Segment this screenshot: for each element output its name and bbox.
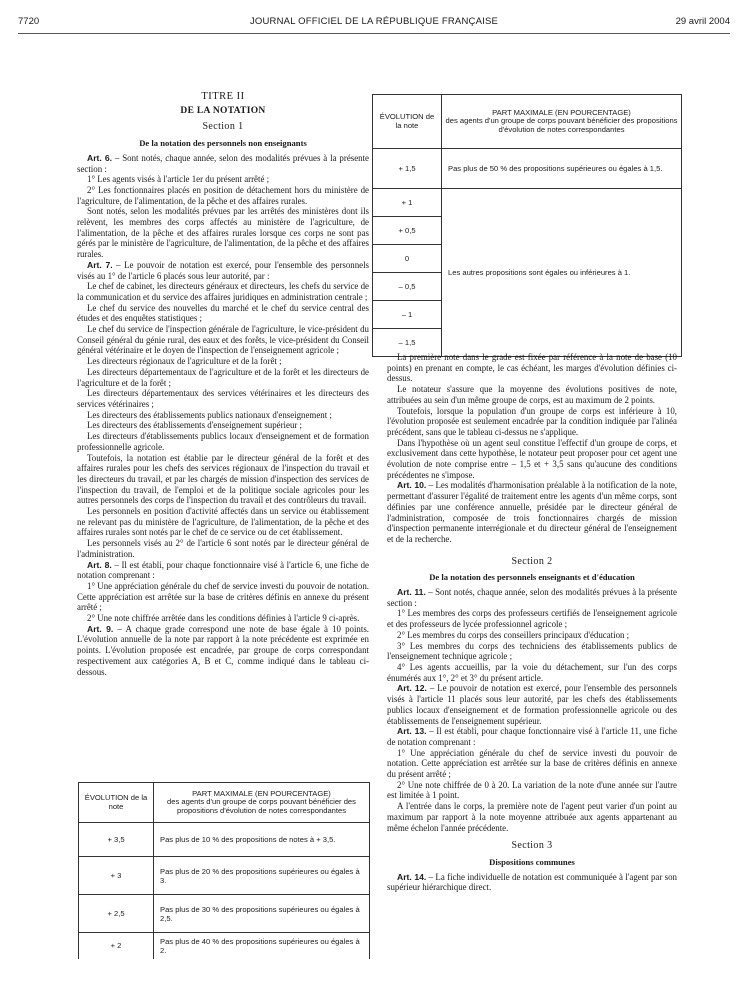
paragraph-text: Les directeurs des établissements publics nationaux d'enseignement ; <box>87 409 332 420</box>
paragraph-text: A l'entrée dans le corps, la première note de l'agent peut varier d'un point au maximum par rapport à la note moyenne attribuée aux agents appartenant au même échelon l'année précédente. <box>387 801 677 833</box>
paragraph-text: Les directeurs des établissements d'enseignement supérieur ; <box>87 420 303 431</box>
table-row: + 3,5 Pas plus de 10 % des propositions de notes à + 3,5. <box>79 823 370 857</box>
paragraph-text: Le notateur s'assure que la moyenne des évolutions positives de note, attribuées au sein d'un même groupe de corps, est au maximum de 2 points. <box>387 384 677 405</box>
paragraph <box>387 630 677 641</box>
paragraph-text: Toutefois, la notation est établie par le directeur général de la forêt et des affaires rurales pour les chefs des services régionaux de l'inspection du travail et les directeurs du travail, et par les chargés de mission d'inspection des services de l'inspection du travail, de l'emploi et de la politique sociale agricoles pour les autres personnels des corps de l'inspection du travail et des contrôleurs du travail. <box>77 452 369 506</box>
article-number: Art. 14. <box>397 871 427 882</box>
paragraph-text: Dans l'hypothèse où un agent seul constitue l'effectif d'un groupe de corps, et exclusivement dans cette hypothèse, le notateur peut proposer pour cet agent une évolution de note comprise entre – 1,5 et + 3,5 sans qu'aucune des conditions précédentes ne s'impose. <box>387 437 677 480</box>
table-top-merged-desc: Les autres propositions sont égales ou inférieures à 1. <box>442 189 682 357</box>
paragraph-text: 1° Une appréciation générale du chef de service investi du pouvoir de notation. Cette appréciation est arrêtée sur la base de critères définis en annexe du présent arrêté ; <box>387 747 677 780</box>
paragraph <box>387 748 677 780</box>
paragraph <box>387 608 677 629</box>
paragraph-text: 2° Une note chiffrée de 0 à 20. La variation de la note d'une année sur l'autre est limitée à 1 point. <box>387 779 677 801</box>
paragraph-text: 2° Une note chiffrée arrêtée dans les conditions définies à l'article 9 ci-après. <box>87 613 360 624</box>
right-column <box>387 352 677 893</box>
article-number: Art. 7. <box>87 259 113 270</box>
paragraph <box>387 641 677 662</box>
paragraph <box>387 872 677 893</box>
paragraph <box>77 356 369 367</box>
paragraph-text: Sont notés, selon les modalités prévues par les arrêtés des ministères dont ils relèvent, les membres des corps affectés au ministère de l'agriculture, de l'alimentation, de la pêche et des affaires rurales lorsque ces corps ne sont pas gérés par le ministère de l'agriculture, de l'alimentation, de la pêche et des affaires rurales. <box>77 206 369 260</box>
paragraph <box>77 453 369 507</box>
table-row: – 1,5 <box>373 329 682 357</box>
paragraph-text: – Le pouvoir de notation est exercé, pour l'ensemble des personnels visés à l'article 11 placés sous leur autorité, par les chefs des établissements publics locaux d'enseignement et de formation professionnelle agricole ou des établissements de l'enseignement supérieur. <box>387 683 678 726</box>
article-number: Art. 13. <box>397 726 427 737</box>
paragraph-text: 1° Les agents visés à l'article 1er du présent arrêté ; <box>87 174 270 185</box>
table-row: + 1,5 Pas plus de 50 % des propositions supérieures ou égales à 1,5. <box>373 149 682 189</box>
section-3-heading: Section 3 <box>511 840 553 852</box>
table-row: + 2,5 Pas plus de 30 % des propositions supérieures ou égales à 2,5. <box>79 895 370 933</box>
article-number: Art. 10. <box>397 480 427 491</box>
paragraph <box>77 420 369 431</box>
header-rule <box>18 33 730 34</box>
table-row: + 2 Pas plus de 40 % des propositions supérieures ou égales à 2. <box>79 933 370 959</box>
titre-subheading: DE LA NOTATION <box>180 105 266 116</box>
paragraph-text: – Il est établi, pour chaque fonctionnaire visé à l'article 11, une fiche de notation comprenant : <box>387 726 677 747</box>
table-row: + 0,5 <box>373 217 682 245</box>
paragraph-text: Le chef du service des nouvelles du marché et le chef du service central des études et des enquêtes statistiques ; <box>77 302 369 324</box>
paragraph-text: 2° Les membres du corps des conseillers principaux d'éducation ; <box>397 629 630 640</box>
publication-date: 29 avril 2004 <box>675 16 730 27</box>
table-row: 0 <box>373 245 682 273</box>
paragraph-text: 1° Une appréciation générale du chef de service investi du pouvoir de notation. Cette appréciation est arrêtée sur la base de critères définis en annexe du présent arrêté ; <box>77 580 369 613</box>
paragraph-text: – Il est établi, pour chaque fonctionnaire visé à l'article 6, une fiche de notation comprenant : <box>77 559 369 581</box>
paragraph <box>387 801 677 833</box>
article-number: Art. 8. <box>87 559 112 570</box>
paragraph <box>77 388 369 409</box>
paragraph <box>387 384 677 405</box>
paragraph-text: 3° Les membres du corps des techniciens des établissements publics de l'enseignement technique agricole ; <box>387 640 677 662</box>
paragraph <box>387 406 677 438</box>
paragraph <box>77 506 369 538</box>
article-number: Art. 12. <box>397 683 427 694</box>
evolution-table-top <box>372 94 682 357</box>
paragraph <box>77 367 369 388</box>
paragraph-text: 1° Les membres des corps des professeurs certifiés de l'enseignement agricole et des professeurs de lycée professionnel agricole ; <box>387 608 677 630</box>
paragraph <box>77 174 369 185</box>
paragraph-text: 2° Les fonctionnaires placés en position de détachement hors du ministère de l'agriculture, de l'alimentation, de la pêche et des affaires rurales. <box>77 184 369 206</box>
article-number: Art. 11. <box>397 587 426 598</box>
paragraph-text: – Sont notés, chaque année, selon des modalités prévues à la présente section : <box>387 587 677 608</box>
paragraph-text: Les directeurs d'établissements publics locaux d'enseignement et de formation professionnelle agricole. <box>77 431 369 452</box>
table-bottom-head-evolution: ÉVOLUTION de la note <box>79 783 154 823</box>
paragraph <box>77 324 369 356</box>
paragraph <box>77 185 369 206</box>
paragraph-text: 4° Les agents accueillis, par la voie du détachement, sur l'un des corps énumérés aux 1°, 2° et 3° du présent article. <box>387 661 677 683</box>
paragraph <box>387 438 677 481</box>
table-top-head-evolution: ÉVOLUTION de la note <box>373 95 442 149</box>
paragraph <box>77 153 369 174</box>
paragraph <box>77 560 369 581</box>
right-paragraphs-3 <box>387 872 677 893</box>
right-paragraphs-2 <box>387 587 677 833</box>
section-3-subheading: Dispositions communes <box>489 856 575 867</box>
paragraph-text: Les directeurs régionaux de l'agriculture et de la forêt ; <box>87 356 282 367</box>
left-paragraphs <box>77 153 369 677</box>
section-1-heading: Section 1 <box>202 121 244 133</box>
paragraph-text: Les directeurs départementaux de l'agriculture et de la forêt et les directeurs de l'agriculture et de la forêt ; <box>77 366 369 388</box>
paragraph <box>77 260 369 281</box>
paragraph-text: – Les modalités d'harmonisation préalable à la notification de la note, permettant d'assurer l'égalité de traitement entre les agents d'un même corps, sont définies par une conférence annuelle, présidée par le directeur général de l'administration, composée de trois fonctionnaires chargés de mission d'inspection permanente interrégionale et du directeur général de l'enseignement et de la recherche. <box>387 480 677 544</box>
paragraph <box>387 726 677 747</box>
paragraph <box>387 352 677 384</box>
paragraph <box>387 480 677 544</box>
table-row: – 1 <box>373 301 682 329</box>
paragraph <box>387 587 677 608</box>
paragraph <box>77 206 369 260</box>
article-number: Art. 6. <box>87 152 113 163</box>
paragraph-text: – La fiche individuelle de notation est communiquée à l'agent par son supérieur hiérarchique direct. <box>387 871 677 893</box>
paragraph-text: La première note dans le grade est fixée par référence à la note de base (10 points) en prenant en compte, le cas échéant, les marges d'évolution définies ci-dessus. <box>387 352 677 384</box>
page-header <box>18 16 730 30</box>
section-2-heading: Section 2 <box>511 555 553 567</box>
paragraph-text: Les personnels visés au 2° de l'article 6 sont notés par le directeur général de l'administration. <box>77 538 369 559</box>
table-bottom-head-part: PART MAXIMALE (EN POURCENTAGE) des agents d'un groupe de corps pouvant bénéficier des propositions d'évolution de notes correspondantes <box>154 783 370 823</box>
paragraph-text: – Sont notés, chaque année, selon des modalités prévues à la présente section : <box>77 152 369 174</box>
section-1-subheading: De la notation des personnels non enseignants <box>139 138 307 149</box>
article-number: Art. 9. <box>87 623 114 634</box>
paragraph <box>77 538 369 559</box>
paragraph <box>77 613 369 624</box>
paragraph-text: Le chef de cabinet, les directeurs généraux et directeurs, les chefs du service de la communication et du service des affaires juridiques en administration centrale ; <box>77 281 369 302</box>
paragraph <box>77 410 369 421</box>
paragraph <box>387 683 677 726</box>
paragraph-text: – Le pouvoir de notation est exercé, pour l'ensemble des personnels visés au 1° de l'article 6 placés sous leur autorité, par : <box>77 259 370 281</box>
paragraph <box>77 581 369 613</box>
paragraph <box>387 662 677 683</box>
titre-heading: TITRE II <box>201 91 245 102</box>
paragraph <box>77 281 369 302</box>
page-number: 7720 <box>18 16 40 27</box>
table-row: – 0,5 <box>373 273 682 301</box>
table-row: + 3 Pas plus de 20 % des propositions supérieures ou égales à 3. <box>79 857 370 895</box>
paragraph <box>77 431 369 452</box>
paragraph-text: Le chef du service de l'inspection générale de l'agriculture, le vice-président du Conseil général du génie rural, des eaux et des forêts, le vice-président du Conseil général vétérinaire et le doyen de l'inspection de l'enseignement agricole ; <box>77 324 369 356</box>
paragraph-text: Les personnels en position d'activité affectés dans un service ou établissement ne relevant pas du ministère de l'agriculture, de l'alimentation, de la pêche et des affaires rurales sont notés par le chef de ce service ou de cet établissement. <box>77 506 369 538</box>
evolution-table-bottom <box>78 782 370 959</box>
paragraph-text: Les directeurs départementaux des services vétérinaires et les directeurs des services vétérinaires ; <box>77 388 369 409</box>
paragraph <box>77 624 369 678</box>
paragraph <box>387 780 677 801</box>
right-paragraphs-1 <box>387 352 677 545</box>
table-row: + 1 Les autres propositions sont égales ou inférieures à 1. <box>373 189 682 217</box>
section-2-subheading: De la notation des personnels enseignants et d'éducation <box>429 572 635 583</box>
table-top-head-part: PART MAXIMALE (EN POURCENTAGE) des agents d'un groupe de corps pouvant bénéficier des propositions d'évolution de notes correspondantes <box>442 95 682 149</box>
journal-title: JOURNAL OFFICIEL DE LA RÉPUBLIQUE FRANÇAISE <box>249 16 499 27</box>
paragraph-text: – A chaque grade correspond une note de base égale à 10 points. L'évolution annuelle de la note par rapport à la note précédente est exprimée en points. L'évolution proposée est encadrée, par groupe de corps correspondant respectivement aux catégories A, B et C, comme indiqué dans le tableau ci-dessous. <box>77 623 369 677</box>
paragraph <box>77 303 369 324</box>
paragraph-text: Toutefois, lorsque la population d'un groupe de corps est inférieure à 10, l'évolution proposée est seulement encadrée par la condition indiquée par l'alinéa précédent, sans que le tableau ci-dessus ne s'applique. <box>387 405 677 437</box>
left-column <box>77 92 369 677</box>
